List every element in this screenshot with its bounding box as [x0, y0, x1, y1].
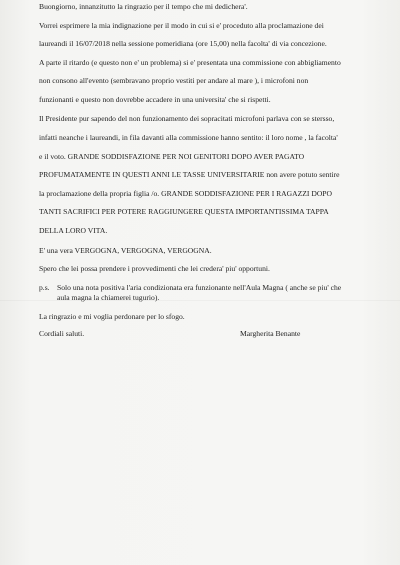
thanks-line: La ringrazio e mi voglia perdonare per lo sfogo.	[39, 312, 185, 321]
paragraph-2-line-3: funzionanti e questo non dovrebbe accadere in una universita' che si rispetti.	[39, 95, 271, 104]
paragraph-4: E' una vera VERGOGNA, VERGOGNA, VERGOGNA.	[39, 246, 212, 255]
paragraph-3-line-2: infatti neanche i laureandi, in fila davanti alla commissione hanno sentito: il loro nome , la facolta'	[39, 133, 338, 142]
paragraph-2-line-2: non consono all'evento (sembravano proprio vestiti per andare al mare ), i microfoni non	[39, 76, 309, 85]
paragraph-1-line-1: Vorrei esprimere la mia indignazione per il modo in cui si e' proceduto alla proclamazione dei	[39, 21, 324, 30]
paragraph-3-line-7: DELLA LORO VITA.	[39, 226, 108, 235]
signature: Margherita Benante	[240, 329, 301, 338]
ps-line-1: Solo una nota positiva l'aria condizionata era funzionante nell'Aula Magna ( anche se piu' che	[57, 283, 342, 292]
ps-label: p.s.	[39, 283, 50, 292]
ps-line-2: aula magna la chiamerei tugurio).	[57, 293, 160, 302]
paragraph-3-line-4: PROFUMATAMENTE IN QUESTI ANNI LE TASSE UNIVERSITARIE non avere potuto sentire	[39, 170, 340, 179]
paragraph-3-line-6: TANTI SACRIFICI PER POTERE RAGGIUNGERE QUESTA IMPORTANTISSIMA TAPPA	[39, 207, 329, 216]
paragraph-2-line-1: A parte il ritardo (e questo non e' un problema) si e' presentata una commissione con abbigliamento	[39, 58, 341, 67]
paragraph-3-line-1: Il Presidente pur sapendo del non funzionamento dei sopracitati microfoni parlava con se stersso,	[39, 114, 335, 123]
paragraph-3-line-5: la proclamazione della propria figlia /o. GRANDE SODDISFAZIONE PER I RAGAZZI DOPO	[39, 189, 333, 198]
paragraph-3-line-3: e il voto. GRANDE SODDISFAZIONE PER NOI GENITORI DOPO AVER PAGATO	[39, 152, 305, 161]
paragraph-1-line-2: laureandi il 16/07/2018 nella sessione pomeridiana (ore 15,00) nella facolta' di via concezione.	[39, 39, 327, 48]
paragraph-5: Spero che lei possa prendere i provvedimenti che lei credera' piu' opportuni.	[39, 264, 270, 273]
greeting: Buongiorno, innanzitutto la ringrazio per il tempo che mi dedichera'.	[39, 2, 248, 11]
closing: Cordiali saluti.	[39, 329, 85, 338]
